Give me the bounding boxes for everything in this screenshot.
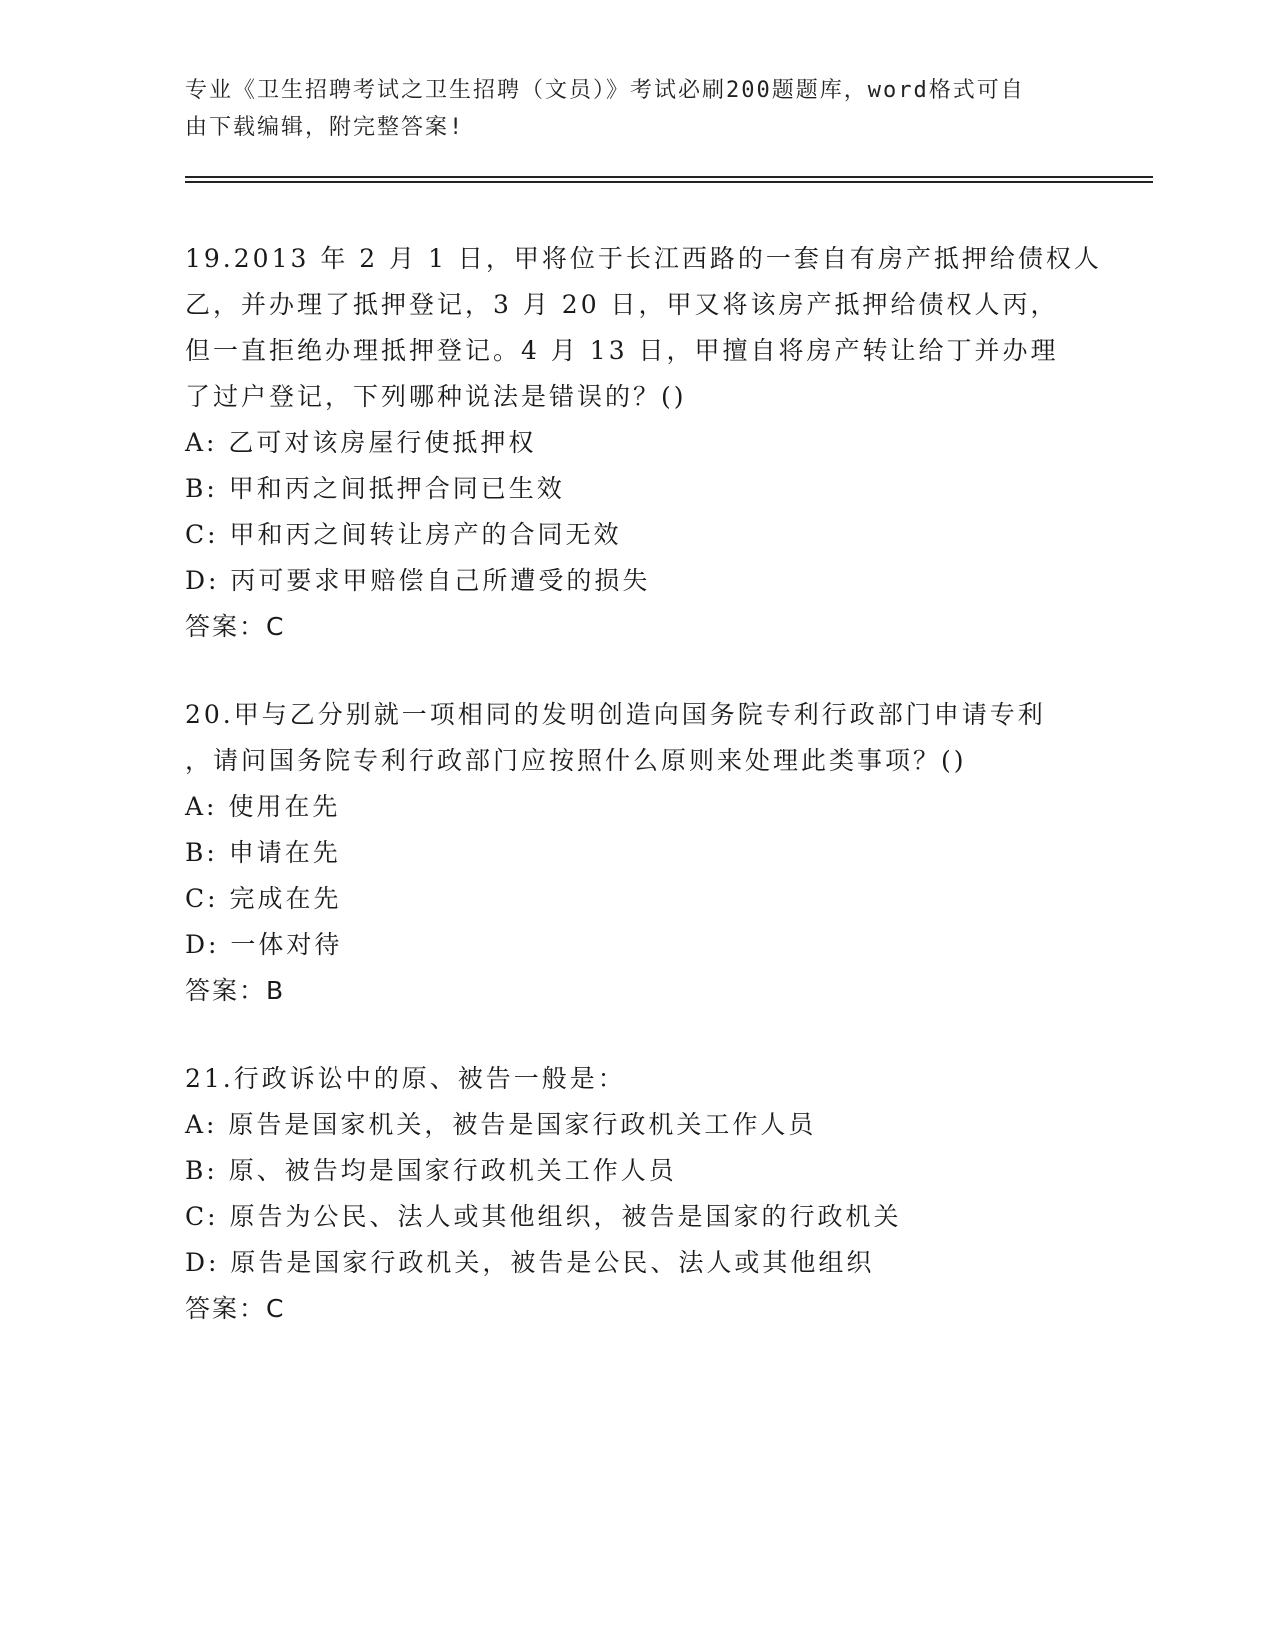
question-21 (185, 1056, 1085, 1332)
answer-line: 答案：B (185, 976, 286, 1005)
option-b: B: 申请在先 (185, 838, 341, 867)
question-19 (185, 236, 1102, 650)
option-c: C: 原告为公民、法人或其他组织，被告是国家的行政机关 (185, 1202, 902, 1231)
header-line-1: 专业《卫生招聘考试之卫生招聘（文员）》考试必刷200题题库，word格式可自 (185, 78, 1025, 103)
option-b: B: 原、被告均是国家行政机关工作人员 (185, 1156, 677, 1185)
option-a: A: 原告是国家机关，被告是国家行政机关工作人员 (185, 1110, 817, 1139)
document-header (185, 72, 1085, 146)
question-stem-line: 21.行政诉讼中的原、被告一般是： (185, 1064, 626, 1093)
header-line-2: 由下载编辑，附完整答案! (185, 115, 465, 140)
option-d: D: 丙可要求甲赔偿自己所遭受的损失 (185, 566, 651, 595)
question-stem-line: ，请问国务院专利行政部门应按照什么原则来处理此类事项？() (185, 746, 967, 775)
answer-line: 答案：C (185, 1294, 286, 1323)
question-stem-line: 但一直拒绝办理抵押登记。4 月 13 日，甲擅自将房产转让给丁并办理 (185, 336, 1059, 365)
header-divider-top (185, 176, 1153, 178)
option-d: D: 原告是国家行政机关，被告是公民、法人或其他组织 (185, 1248, 875, 1277)
option-b: B: 甲和丙之间抵押合同已生效 (185, 474, 565, 503)
option-c: C: 完成在先 (185, 884, 342, 913)
answer-line: 答案：C (185, 612, 286, 641)
option-a: A: 乙可对该房屋行使抵押权 (185, 428, 537, 457)
option-c: C: 甲和丙之间转让房产的合同无效 (185, 520, 622, 549)
question-20 (185, 692, 1085, 1014)
question-stem-line: 19.2013 年 2 月 1 日，甲将位于长江西路的一套自有房产抵押给债权人 (185, 244, 1102, 273)
question-stem-line: 乙，并办理了抵押登记，3 月 20 日，甲又将该房产抵押给债权人丙， (185, 290, 1059, 319)
option-d: D: 一体对待 (185, 930, 343, 959)
option-a: A: 使用在先 (185, 792, 341, 821)
header-divider-bottom (185, 181, 1153, 183)
question-stem-line: 了过户登记，下列哪种说法是错误的？() (185, 382, 687, 411)
question-stem-line: 20.甲与乙分别就一项相同的发明创造向国务院专利行政部门申请专利 (185, 700, 1046, 729)
